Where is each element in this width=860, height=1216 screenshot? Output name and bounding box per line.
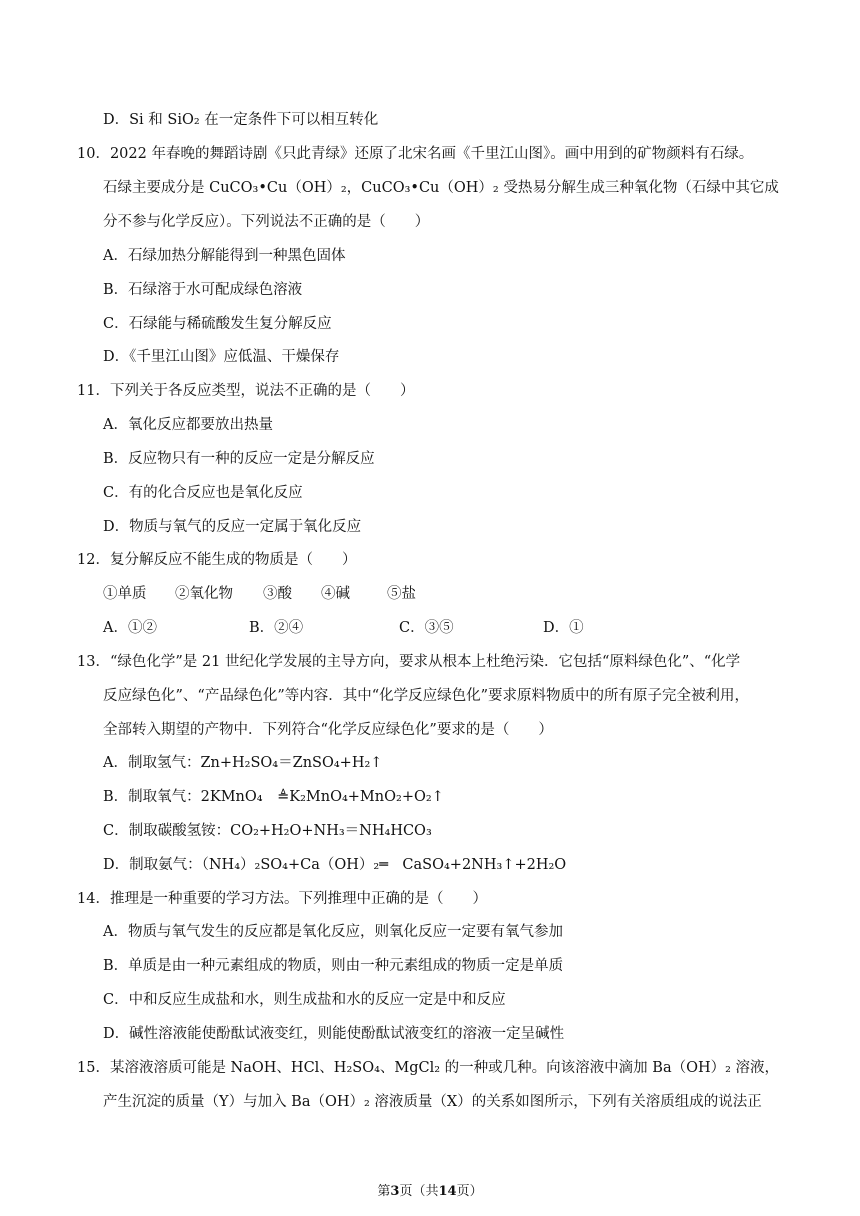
- q12-item: ③酸: [263, 586, 292, 602]
- q13-stem-line2: 反应绿色化”、“产品绿色化”等内容．其中“化学反应绿色化”要求原料物质中的所有原子完全被利用，: [103, 688, 750, 704]
- q14-option-b: B．单质是由一种元素组成的物质，则由一种元素组成的物质一定是单质: [103, 958, 564, 974]
- q10-option-b: B．石绿溶于水可配成绿色溶液: [103, 282, 303, 298]
- q10-stem-line1: 10．2022 年春晚的舞蹈诗剧《只此青绿》还原了北宋名画《千里江山图》。画中用到的矿物颜料有石绿。: [77, 146, 754, 162]
- q11-option-b: B．反应物只有一种的反应一定是分解反应: [103, 451, 375, 467]
- q14-option-a: A．物质与氧气发生的反应都是氧化反应，则氧化反应一定要有氧气参加: [103, 924, 563, 940]
- q15-stem-line2: 产生沉淀的质量（Y）与加入 Ba（OH）₂ 溶液质量（X）的关系如图所示，下列有关溶质组成的说法正: [103, 1094, 762, 1110]
- q12-option-c: C．③⑤: [399, 620, 454, 636]
- q12-item: ④碱: [321, 586, 350, 602]
- q10-option-a: A．石绿加热分解能得到一种黑色固体: [103, 248, 346, 264]
- q13-stem-line1: 13．“绿色化学”是 21 世纪化学发展的主导方向，要求从根本上杜绝污染．它包括“原料绿色化”、“化学: [77, 654, 741, 670]
- q11-option-a: A．氧化反应都要放出热量: [103, 417, 273, 433]
- q10-option-d: D．《千里江山图》应低温、干燥保存: [103, 349, 340, 365]
- footer-total-pages: 14: [438, 1184, 457, 1199]
- q12-options-row: [103, 618, 803, 638]
- footer-prefix: 第: [377, 1184, 391, 1199]
- q12-option-b: B．②④: [249, 620, 304, 636]
- q10-stem-line2: 石绿主要成分是 CuCO₃•Cu（OH）₂，CuCO₃•Cu（OH）₂ 受热易分解生成三种氧化物（石绿中其它成: [103, 180, 779, 196]
- q11-option-d: D．物质与氧气的反应一定属于氧化反应: [103, 519, 362, 535]
- q10-stem-line3: 分不参与化学反应）。下列说法不正确的是（ ）: [103, 214, 430, 230]
- q12-item: ②氧化物: [175, 586, 233, 602]
- q13-option-b: B．制取氧气：2KMnO₄ ≜K₂MnO₄+MnO₂+O₂↑: [103, 789, 444, 805]
- footer-middle: 页（共: [399, 1184, 439, 1199]
- footer-suffix: 页）: [456, 1184, 483, 1199]
- q12-items-row: [103, 584, 803, 604]
- q14-option-d: D．碱性溶液能使酚酞试液变红，则能使酚酞试液变红的溶液一定呈碱性: [103, 1026, 565, 1042]
- q9-option-d: D．Si 和 SiO₂ 在一定条件下可以相互转化: [103, 112, 379, 128]
- q12-item: ⑤盐: [387, 586, 416, 602]
- q13-stem-line3: 全部转入期望的产物中．下列符合“化学反应绿色化”要求的是（ ）: [103, 722, 553, 738]
- q14-option-c: C．中和反应生成盐和水，则生成盐和水的反应一定是中和反应: [103, 992, 506, 1008]
- q12-option-a: A．①②: [103, 620, 157, 636]
- q11-stem: 11．下列关于各反应类型，说法不正确的是（ ）: [77, 383, 415, 399]
- q12-stem: 12．复分解反应不能生成的物质是（ ）: [77, 552, 357, 568]
- q12-item: ①单质: [103, 586, 147, 602]
- q15-stem-line1: 15．某溶液溶质可能是 NaOH、HCl、H₂SO₄、MgCl₂ 的一种或几种。向该溶液中滴加 Ba（OH）₂ 溶液，: [77, 1060, 780, 1076]
- q14-stem: 14．推理是一种重要的学习方法。下列推理中正确的是（ ）: [77, 891, 487, 907]
- q12-option-d: D．①: [543, 620, 584, 636]
- q13-option-d: D．制取氨气：（NH₄）₂SO₄+Ca（OH）₂═ CaSO₄+2NH₃↑+2H₂O: [103, 857, 567, 873]
- page-footer: [0, 1180, 860, 1199]
- q11-option-c: C．有的化合反应也是氧化反应: [103, 485, 303, 501]
- q13-option-c: C．制取碳酸氢铵：CO₂+H₂O+NH₃＝NH₄HCO₃: [103, 823, 432, 839]
- footer-page-number: 3: [390, 1184, 400, 1199]
- q10-option-c: C．石绿能与稀硫酸发生复分解反应: [103, 316, 332, 332]
- q13-option-a: A．制取氢气：Zn+H₂SO₄＝ZnSO₄+H₂↑: [103, 755, 383, 771]
